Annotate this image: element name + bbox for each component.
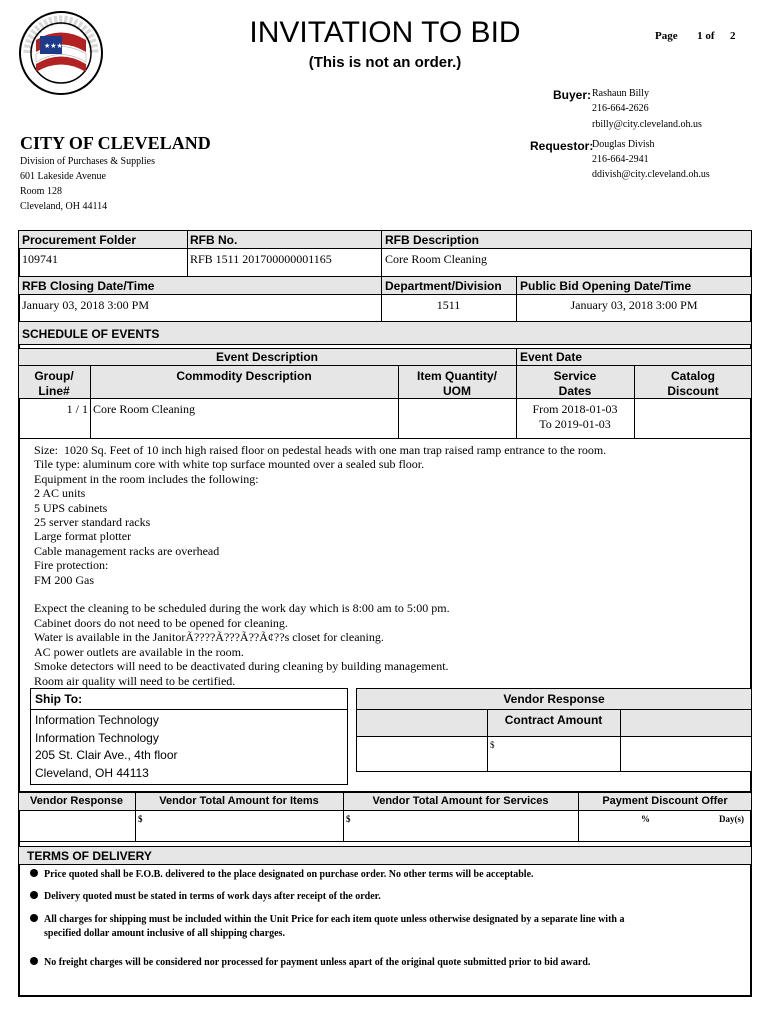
contract-amount-input[interactable]: [497, 740, 617, 768]
bid-opening-label: Public Bid Opening Date/Time: [520, 279, 692, 293]
rfb-description-label: RFB Description: [385, 233, 480, 247]
department-value: 1511: [436, 298, 461, 312]
buyer-phone: 216-664-2626: [592, 103, 649, 114]
page-total: 2: [730, 30, 736, 42]
org-city: Cleveland, OH 44114: [20, 201, 108, 212]
buyer-name: Rashaun Billy: [592, 88, 649, 99]
description-line: 2 AC units: [34, 486, 86, 501]
description-line: Expect the cleaning to be scheduled during the work day which is 8:00 am to 5:00 pm.: [34, 601, 450, 616]
items-total-input[interactable]: [147, 812, 340, 839]
page-subtitle: (This is not an order.): [308, 54, 462, 71]
rfb-description-value: Core Room Cleaning: [385, 252, 487, 266]
bullet-icon: [30, 914, 38, 922]
buyer-email: rbilly@city.cleveland.oh.us: [592, 119, 702, 130]
svg-text:★★★: ★★★: [44, 42, 63, 50]
rfb-no-label: RFB No.: [190, 233, 238, 247]
terms-item-1: Price quoted shall be F.O.B. delivered to the place designated on purchase order. No other terms will be acceptable.: [30, 869, 534, 880]
requestor-email: ddivish@city.cleveland.oh.us: [592, 169, 710, 180]
closing-date-value: January 03, 2018 3:00 PM: [22, 298, 149, 312]
schedule-title: SCHEDULE OF EVENTS: [22, 327, 160, 341]
page-label: Page: [655, 30, 678, 42]
terms-item-3-cont: specified dollar amount inclusive of all shipping charges.: [44, 928, 285, 939]
page-title: INVITATION TO BID: [249, 16, 521, 49]
org-street: 601 Lakeside Avenue: [20, 171, 106, 182]
discount-percent: %: [641, 814, 650, 824]
description-line: Cable management racks are overhead: [34, 543, 220, 558]
description-line: Cabinet doors do not need to be opened for cleaning.: [34, 615, 288, 630]
commodity-description-label: Commodity Description: [176, 369, 312, 383]
description-line: Smoke detectors will need to be deactivated during cleaning by building management.: [34, 659, 449, 674]
row-group-line: 1 / 1: [66, 402, 88, 416]
row-commodity: Core Room Cleaning: [93, 402, 195, 416]
ship-to-line-4: Cleveland, OH 44113: [35, 766, 149, 780]
ship-to-line-1: Information Technology: [35, 713, 159, 727]
vendor-response-col: Vendor Response: [30, 795, 123, 807]
closing-date-label: RFB Closing Date/Time: [22, 279, 155, 293]
item-quantity-label: Item Quantity/ UOM: [416, 369, 497, 398]
department-label: Department/Division: [385, 279, 502, 293]
description-line: Large format plotter: [34, 529, 132, 544]
requestor-name: Douglas Divish: [592, 139, 655, 150]
description-block: [34, 443, 606, 688]
vendor-response-title: Vendor Response: [503, 692, 605, 706]
services-total-input[interactable]: [355, 812, 575, 839]
procurement-folder-label: Procurement Folder: [22, 233, 137, 247]
bid-opening-value: January 03, 2018 3:00 PM: [570, 298, 698, 312]
org-division: Division of Purchases & Supplies: [20, 156, 155, 167]
vendor-response-input[interactable]: [20, 812, 133, 839]
description-line: 5 UPS cabinets: [34, 500, 108, 515]
ship-to-line-2: Information Technology: [35, 731, 159, 745]
description-line: Fire protection:: [34, 558, 109, 573]
requestor-phone: 216-664-2941: [592, 154, 649, 165]
page-number: 1: [697, 30, 703, 42]
buyer-label: Buyer:: [553, 88, 592, 102]
contract-amount-dollar: $: [490, 740, 495, 750]
requestor-label: Requestor:: [530, 139, 594, 153]
ship-to-label: Ship To:: [35, 692, 83, 706]
description-line: Water is available in the JanitorÃ????Ã???Ã??Ã¢??s closet for cleaning.: [34, 630, 384, 645]
event-date-label: Event Date: [520, 350, 583, 364]
bullet-icon: [30, 891, 38, 899]
description-line: Tile type: aluminum core with white top surface mounted over a sealed sub floor.: [34, 457, 425, 472]
service-dates-label: Service Dates: [553, 369, 597, 398]
ship-to-line-3: 205 St. Clair Ave., 4th floor: [35, 748, 178, 762]
payment-discount-col: Payment Discount Offer: [602, 795, 728, 807]
terms-item-3: All charges for shipping must be included within the Unit Price for each item quote unless otherwise designated by a separate line with a: [30, 914, 624, 925]
terms-item-4: No freight charges will be considered nor processed for payment unless apart of the original quote submitted prior to bid award.: [30, 957, 590, 968]
description-line: Room air quality will need to be certified.: [34, 673, 236, 688]
vendor-total-services-col: Vendor Total Amount for Services: [372, 795, 549, 807]
services-dollar: $: [346, 814, 351, 824]
row-service-from: From 2018-01-03: [532, 402, 618, 416]
discount-input[interactable]: [581, 812, 749, 839]
discount-days: Day(s): [719, 814, 744, 824]
vendor-total-items-col: Vendor Total Amount for Items: [159, 795, 319, 807]
bullet-icon: [30, 957, 38, 965]
group-line-label: Group/ Line#: [34, 369, 74, 398]
description-line: Equipment in the room includes the following:: [34, 471, 259, 486]
bullet-icon: [30, 869, 38, 877]
terms-item-2: Delivery quoted must be stated in terms of work days after receipt of the order.: [30, 891, 381, 902]
contract-amount-label: Contract Amount: [504, 713, 603, 727]
rfb-no-value: RFB 1511 201700000001165: [190, 252, 332, 266]
page-indicator: [655, 30, 736, 42]
page-of: of: [705, 30, 715, 42]
event-description-label: Event Description: [215, 350, 319, 364]
description-line: 25 server standard racks: [34, 515, 151, 530]
description-line: [34, 587, 606, 601]
catalog-discount-label: Catalog Discount: [667, 369, 719, 398]
procurement-folder-value: 109741: [22, 252, 58, 266]
description-line: AC power outlets are available in the room.: [34, 644, 244, 659]
description-line: Size: 1020 Sq. Feet of 10 inch high raised floor on pedestal heads with one man trap raised ramp entrance to the room.: [34, 443, 607, 457]
row-service-to: To 2019-01-03: [539, 417, 611, 431]
org-name: CITY OF CLEVELAND: [20, 133, 211, 153]
terms-title: TERMS OF DELIVERY: [27, 849, 152, 863]
description-line: FM 200 Gas: [34, 572, 95, 587]
items-dollar: $: [138, 814, 143, 824]
org-room: Room 128: [20, 186, 62, 197]
